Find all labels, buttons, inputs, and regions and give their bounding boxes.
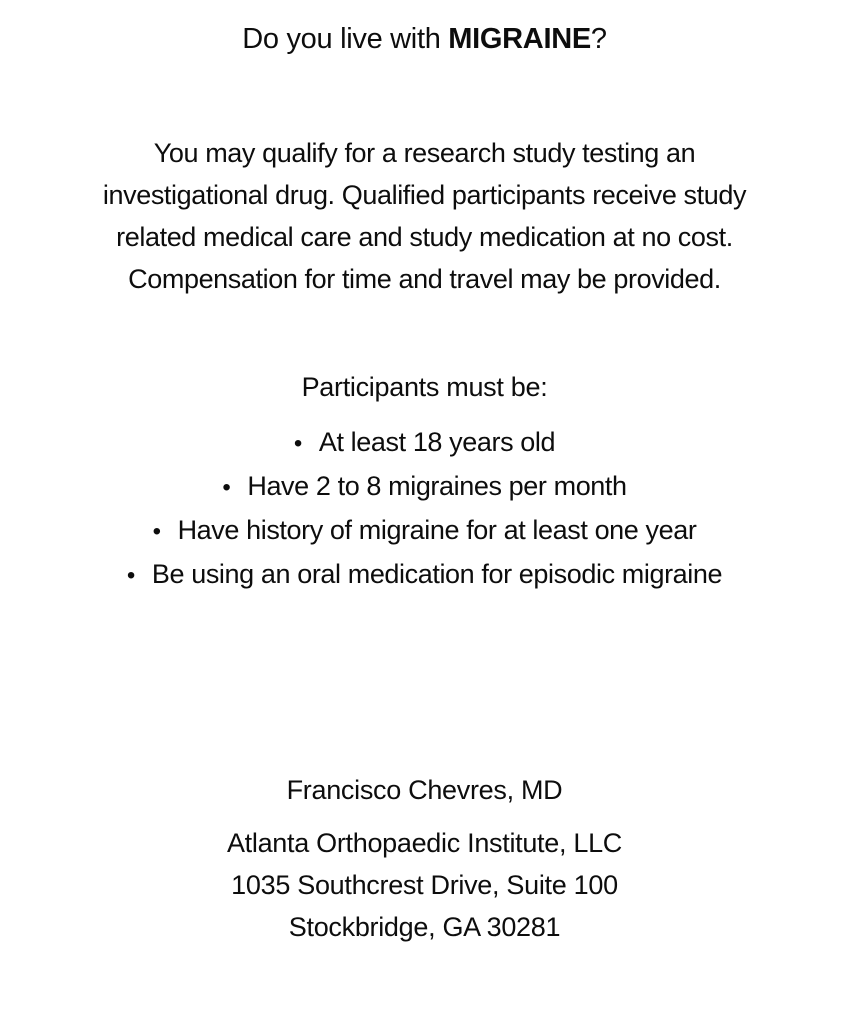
intro-line: Compensation for time and travel may be provided. xyxy=(128,264,721,294)
title-suffix: ? xyxy=(590,23,607,55)
bullet-item-text: Be using an oral medication for episodic migraine xyxy=(151,559,723,589)
doctor-name: Francisco Chevres, MD xyxy=(286,775,563,805)
bullet-item xyxy=(0,509,849,553)
address-line: 1035 Southcrest Drive, Suite 100 xyxy=(231,870,618,900)
bullet-item-text: At least 18 years old xyxy=(318,427,556,457)
bullet-item xyxy=(0,465,849,509)
title-prefix: Do you live with xyxy=(242,23,449,55)
title-emphasis: MIGRAINE xyxy=(448,23,591,55)
bullet-item-text: Have 2 to 8 migraines per month xyxy=(247,471,627,501)
intro-paragraph xyxy=(0,132,849,300)
address-line: Stockbridge, GA 30281 xyxy=(288,912,561,942)
bullet-item-text: Have history of migraine for at least one year xyxy=(177,515,697,545)
bullet-icon: • xyxy=(222,474,231,501)
requirements-list xyxy=(0,421,849,597)
intro-line: You may qualify for a research study testing an xyxy=(153,138,696,168)
organization-name: Atlanta Orthopaedic Institute, LLC xyxy=(226,828,623,858)
bullet-icon: • xyxy=(293,430,302,457)
intro-line: related medical care and study medication at no cost. xyxy=(116,222,733,252)
bullet-icon: • xyxy=(152,518,161,545)
intro-line: investigational drug. Qualified participants receive study xyxy=(102,180,747,210)
bullet-item xyxy=(0,553,849,597)
page-title xyxy=(0,22,849,56)
requirements-heading: Participants must be: xyxy=(301,372,548,402)
bullet-icon: • xyxy=(126,562,135,589)
contact-block xyxy=(0,822,849,948)
bullet-item xyxy=(0,421,849,465)
